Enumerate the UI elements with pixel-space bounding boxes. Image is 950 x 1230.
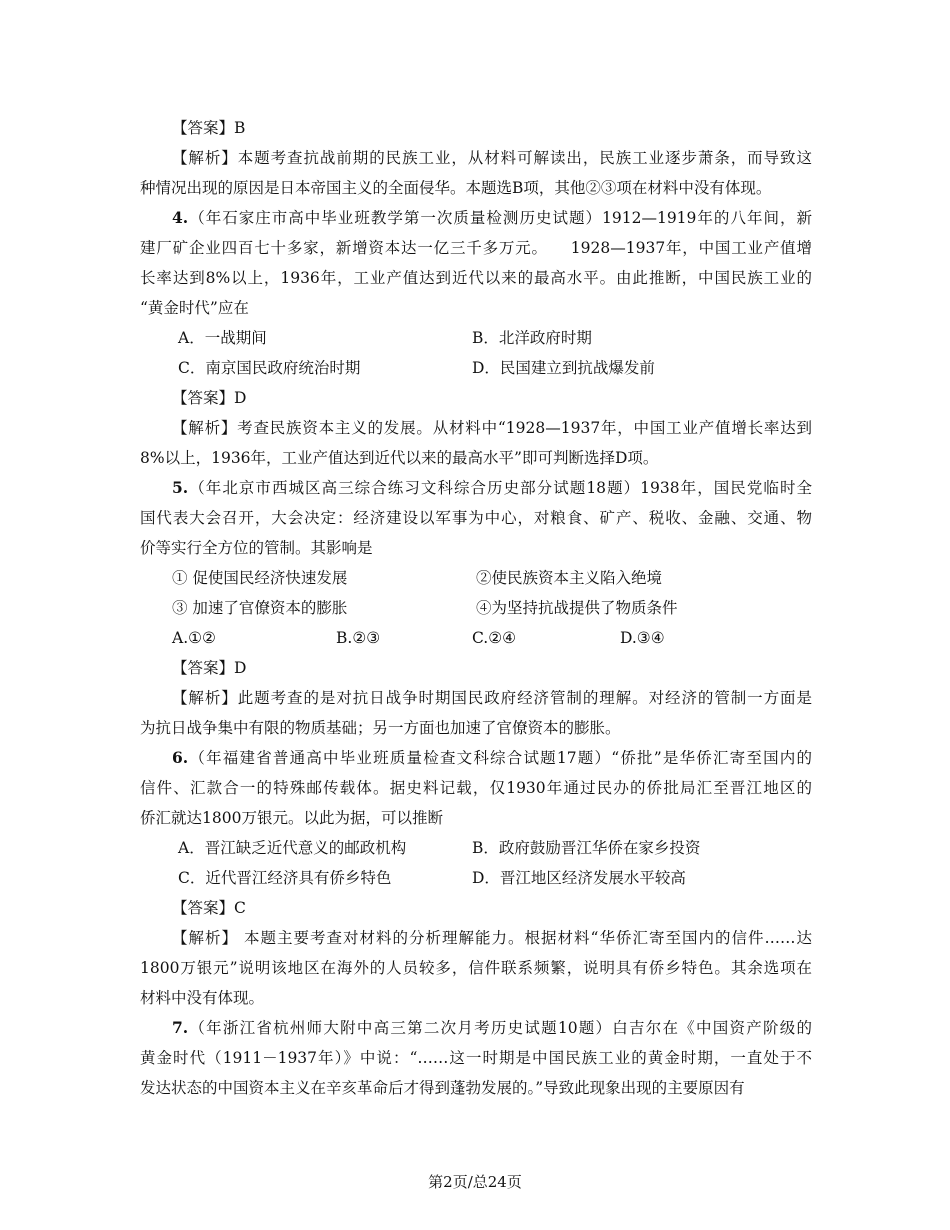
question-number: 5.: [172, 478, 189, 497]
option-d: D.③④: [620, 629, 665, 647]
page-content: [140, 113, 812, 1103]
analysis-line: 【解析】此题考查的是对抗日战争时期国民政府经济管制的理解。对经济的管制一方面是: [172, 689, 812, 707]
analysis-line: 为抗日战争集中有限的物质基础；另一方面也加速了官僚资本的膨胀。: [140, 719, 621, 737]
answer-line: 【答案】C: [172, 899, 246, 917]
option-c: C.②④: [472, 629, 517, 647]
statement-3: ③ 加速了官僚资本的膨胀: [172, 599, 348, 617]
answer-line: 【答案】D: [172, 659, 247, 677]
option-d: D．晋江地区经济发展水平较高: [472, 869, 686, 887]
statement-4: ④为坚持抗战提供了物质条件: [476, 599, 678, 617]
question-stem-line: 黄金时代（1911－1937年）》中说：“……这一时期是中国民族工业的黄金时期，一直处于不: [140, 1049, 812, 1067]
statement-1: ① 促使国民经济快速发展: [172, 569, 348, 587]
option-a: A．晋江缺乏近代意义的邮政机构: [178, 839, 407, 857]
option-a: A.①②: [172, 629, 216, 647]
question-stem-line: 价等实行全方位的管制。其影响是: [140, 539, 373, 557]
question-7-stem: 7.（年浙江省杭州师大附中高三第二次月考历史试题10题）白吉尔在《中国资产阶级的: [172, 1018, 812, 1037]
page-footer: 第2页/总24页: [428, 1173, 522, 1191]
question-6-stem: 6.（年福建省普通高中毕业班质量检查文科综合试题17题）“侨批”是华侨汇寄至国内的: [172, 748, 812, 767]
question-stem-line: “黄金时代”应在: [140, 299, 249, 317]
question-stem-line: 长率达到8%以上，1936年，工业产值达到近代以来的最高水平。由此推断，中国民族工业的: [140, 269, 812, 287]
options-row: [140, 353, 812, 383]
options-row: [140, 863, 812, 893]
question-4-stem: 4.（年石家庄市高中毕业班教学第一次质量检测历史试题）1912—1919年的八年间，新: [172, 208, 812, 227]
analysis-line: 【解析】 本题主要考查对材料的分析理解能力。根据材料“华侨汇寄至国内的信件……达: [172, 929, 812, 947]
analysis-line: 材料中没有体现。: [140, 989, 265, 1007]
analysis-line: 8%以上，1936年，工业产值达到近代以来的最高水平”即可判断选择D项。: [140, 449, 659, 467]
question-number: 6.: [172, 748, 189, 767]
option-c: C．近代晋江经济具有侨乡特色: [178, 869, 392, 887]
answer-line: 【答案】D: [172, 389, 247, 407]
option-c: C．南京国民政府统治时期: [178, 359, 361, 377]
question-stem-line: 发达状态的中国资本主义在辛亥革命后才得到蓬勃发展的。”导致此现象出现的主要原因有: [140, 1079, 745, 1097]
question-stem-line: 国代表大会召开，大会决定：经济建设以军事为中心，对粮食、矿产、税收、金融、交通、物: [140, 509, 812, 527]
question-stem-line: 建厂矿企业四百七十多家，新增资本达一亿三千多万元。 1928—1937年，中国工业产值增: [140, 239, 812, 257]
options-row: [140, 623, 812, 653]
options-row: [140, 833, 812, 863]
option-b: B．北洋政府时期: [472, 329, 592, 347]
analysis-line: 1800万银元”说明该地区在海外的人员较多，信件联系频繁，说明具有侨乡特色。其余选项在: [140, 959, 812, 977]
analysis-line: 种情况出现的原因是日本帝国主义的全面侵华。本题选B项，其他②③项在材料中没有体现。: [140, 179, 772, 197]
analysis-line: 【解析】考查民族资本主义的发展。从材料中“1928—1937年，中国工业产值增长率达到: [172, 419, 812, 437]
option-a: A．一战期间: [178, 329, 267, 347]
answer-line: 【答案】B: [172, 119, 246, 137]
options-row: [140, 593, 812, 623]
question-stem-line: 侨汇就达1800万银元。以此为据，可以推断: [140, 809, 443, 827]
option-b: B.②③: [336, 629, 381, 647]
option-d: D．民国建立到抗战爆发前: [472, 359, 655, 377]
option-b: B．政府鼓励晋江华侨在家乡投资: [472, 839, 701, 857]
statement-2: ②使民族资本主义陷入绝境: [476, 569, 663, 587]
options-row: [140, 323, 812, 353]
analysis-line: 【解析】本题考查抗战前期的民族工业，从材料可解读出，民族工业逐步萧条，而导致这: [172, 149, 812, 167]
question-number: 7.: [172, 1018, 189, 1037]
options-row: [140, 563, 812, 593]
question-stem-line: 信件、汇款合一的特殊邮传载体。据史料记载，仅1930年通过民办的侨批局汇至晋江地区的: [140, 779, 812, 797]
question-5-stem: 5.（年北京市西城区高三综合练习文科综合历史部分试题18题）1938年，国民党临时全: [172, 478, 812, 497]
question-number: 4.: [172, 208, 189, 227]
